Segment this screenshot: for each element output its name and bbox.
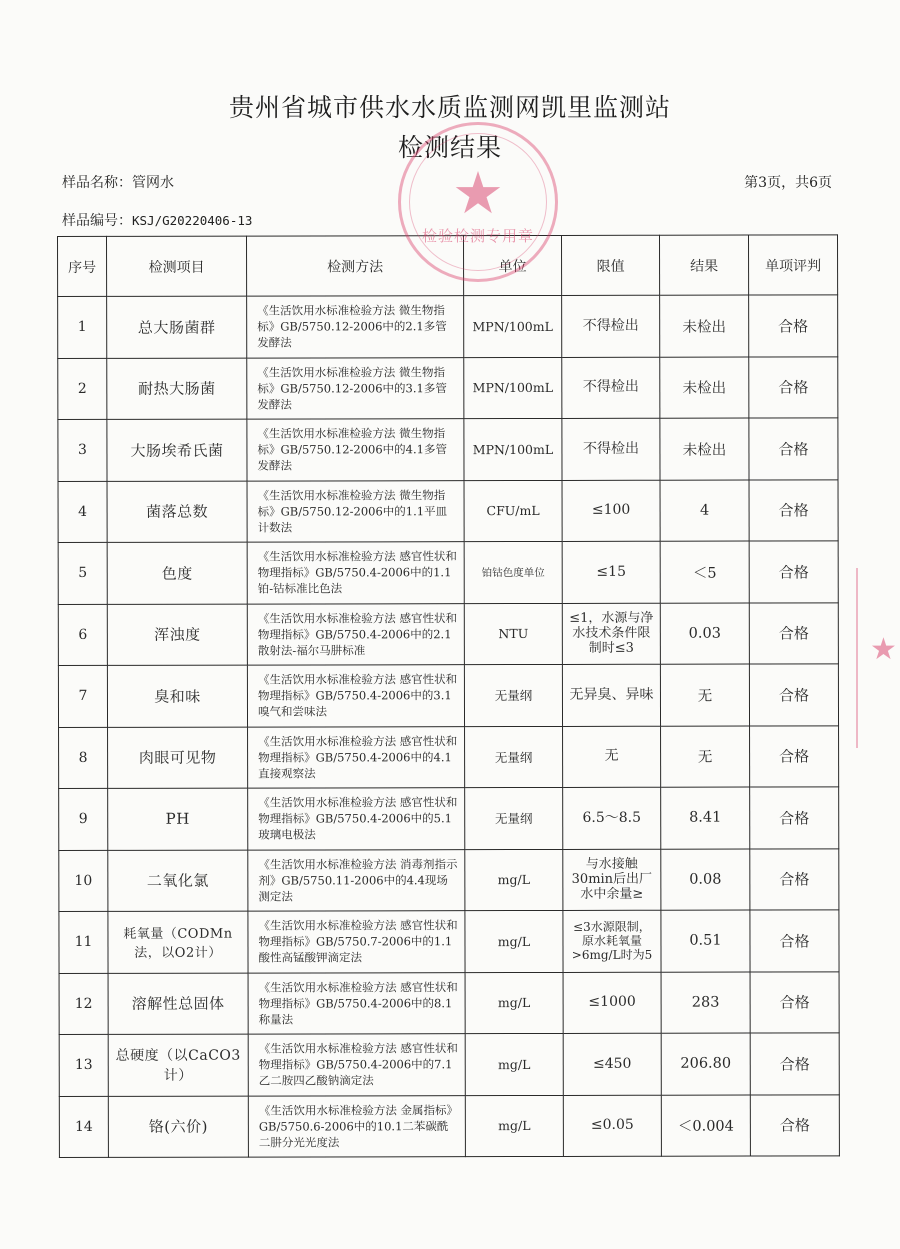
row-unit: MPN/100mL bbox=[464, 295, 562, 357]
row-result: 未检出 bbox=[660, 418, 749, 480]
row-unit: mg/L bbox=[465, 1095, 563, 1157]
table-row bbox=[58, 541, 838, 604]
col-header-no: 序号 bbox=[58, 236, 107, 296]
row-unit: mg/L bbox=[465, 910, 563, 972]
results-table bbox=[57, 234, 840, 1158]
row-result: 8.41 bbox=[661, 787, 750, 849]
row-method: 《生活饮用水标准检验方法 感官性状和物理指标》GB/5750.4-2006中的1.1铂-钴标准比色法 bbox=[247, 542, 464, 604]
row-eval: 合格 bbox=[749, 602, 838, 664]
row-limit: ≤1，水源与净水技术条件限制时≤3 bbox=[562, 603, 660, 665]
row-result: ＜0.004 bbox=[661, 1095, 750, 1157]
row-eval: 合格 bbox=[750, 910, 839, 972]
row-eval: 合格 bbox=[750, 1033, 839, 1095]
row-item: 菌落总数 bbox=[107, 481, 247, 543]
table-row bbox=[59, 848, 839, 911]
row-result: 0.03 bbox=[660, 603, 749, 665]
row-eval: 合格 bbox=[749, 664, 838, 726]
row-limit: ≤450 bbox=[563, 1033, 661, 1095]
row-method: 《生活饮用水标准检验方法 感官性状和物理指标》GB/5750.7-2006中的1.1酸性高锰酸钾滴定法 bbox=[248, 911, 465, 973]
page-info: 第3页，共6页 bbox=[744, 175, 832, 191]
row-eval: 合格 bbox=[750, 971, 839, 1033]
sample-number bbox=[62, 210, 252, 230]
row-method: 《生活饮用水标准检验方法 微生物指标》GB/5750.12-2006中的4.1多管发酵法 bbox=[247, 419, 464, 481]
row-eval: 合格 bbox=[750, 1094, 839, 1156]
report-title: 贵州省城市供水水质监测网凯里监测站 bbox=[228, 93, 671, 122]
row-unit: 无量纲 bbox=[465, 787, 563, 849]
row-method: 《生活饮用水标准检验方法 感官性状和物理指标》GB/5750.4-2006中的7.1乙二胺四乙酸钠滴定法 bbox=[248, 1034, 465, 1096]
row-eval: 合格 bbox=[749, 479, 838, 541]
row-item: 铬(六价) bbox=[108, 1096, 248, 1158]
table-row bbox=[58, 418, 838, 481]
row-eval: 合格 bbox=[750, 848, 839, 910]
row-item: 浑浊度 bbox=[107, 604, 247, 666]
col-header-unit: 单位 bbox=[464, 235, 562, 295]
row-method: 《生活饮用水标准检验方法 消毒剂指示剂》GB/5750.11-2006中的4.4现场测定法 bbox=[248, 849, 465, 911]
row-result: 0.08 bbox=[661, 849, 750, 911]
row-eval: 合格 bbox=[750, 725, 839, 787]
row-method: 《生活饮用水标准检验方法 感官性状和物理指标》GB/5750.4-2006中的4.1直接观察法 bbox=[248, 726, 465, 788]
row-result: 无 bbox=[660, 664, 749, 726]
table-row bbox=[59, 787, 839, 850]
row-limit: ≤15 bbox=[562, 541, 660, 603]
row-method: 《生活饮用水标准检验方法 感官性状和物理指标》GB/5750.4-2006中的5.1玻璃电极法 bbox=[248, 788, 465, 850]
row-no: 2 bbox=[58, 358, 107, 420]
row-method: 《生活饮用水标准检验方法 微生物指标》GB/5750.12-2006中的2.1多管发酵法 bbox=[247, 296, 464, 358]
sample-number-label: 样品编号： bbox=[62, 213, 132, 229]
table-header-row bbox=[58, 235, 838, 297]
table-row bbox=[58, 602, 838, 665]
row-eval: 合格 bbox=[749, 418, 838, 480]
row-item: 二氧化氯 bbox=[108, 850, 248, 912]
row-limit: ≤1000 bbox=[563, 972, 661, 1034]
table-row bbox=[59, 910, 839, 973]
row-no: 7 bbox=[58, 665, 107, 727]
row-unit: MPN/100mL bbox=[464, 357, 562, 419]
row-no: 5 bbox=[58, 542, 107, 604]
row-no: 4 bbox=[58, 481, 107, 543]
row-item: 耐热大肠菌 bbox=[107, 358, 247, 420]
side-seal-fragment bbox=[856, 568, 900, 748]
row-no: 9 bbox=[59, 788, 108, 850]
row-item: 溶解性总固体 bbox=[108, 973, 248, 1035]
row-no: 12 bbox=[59, 973, 108, 1035]
row-result: 无 bbox=[661, 726, 750, 788]
table-row bbox=[59, 1094, 839, 1157]
row-no: 1 bbox=[58, 296, 107, 358]
row-result: ＜5 bbox=[660, 541, 749, 603]
row-unit: mg/L bbox=[465, 1033, 563, 1095]
col-header-item: 检测项目 bbox=[107, 236, 247, 296]
row-result: 未检出 bbox=[660, 295, 749, 357]
col-header-result: 结果 bbox=[659, 235, 748, 295]
row-unit: mg/L bbox=[465, 972, 563, 1034]
row-eval: 合格 bbox=[749, 356, 838, 418]
col-header-limit: 限值 bbox=[561, 235, 659, 295]
row-unit: NTU bbox=[464, 603, 562, 665]
row-no: 14 bbox=[59, 1096, 108, 1158]
table-row bbox=[59, 725, 839, 788]
row-no: 6 bbox=[58, 604, 107, 666]
col-header-method: 检测方法 bbox=[247, 236, 464, 296]
row-limit: ≤0.05 bbox=[563, 1095, 661, 1157]
row-no: 11 bbox=[59, 911, 108, 973]
row-method: 《生活饮用水标准检验方法 感官性状和物理指标》GB/5750.4-2006中的8.1称量法 bbox=[248, 972, 465, 1034]
sample-number-value: KSJ/G20220406-13 bbox=[132, 213, 253, 228]
table-row bbox=[58, 664, 838, 727]
row-result: 0.51 bbox=[661, 910, 750, 972]
row-limit: 不得检出 bbox=[562, 357, 660, 419]
col-header-eval: 单项评判 bbox=[748, 235, 837, 295]
row-eval: 合格 bbox=[749, 541, 838, 603]
row-result: 283 bbox=[661, 972, 750, 1034]
row-item: 色度 bbox=[107, 542, 247, 604]
seal-text: 检验检测专用章 bbox=[421, 227, 534, 245]
row-unit: 无量纲 bbox=[465, 726, 563, 788]
row-unit: 铂钴色度单位 bbox=[464, 541, 562, 603]
row-limit: 不得检出 bbox=[562, 295, 660, 357]
report-subtitle: 检测结果 bbox=[397, 133, 502, 162]
row-item: 耗氧量（CODMn法，以O2计） bbox=[108, 911, 248, 973]
row-item: 总硬度（以CaCO3计） bbox=[108, 1034, 248, 1096]
row-limit: ≤3水源限制，原水耗氧量>6mg/L时为5 bbox=[563, 910, 661, 972]
row-method: 《生活饮用水标准检验方法 金属指标》GB/5750.6-2006中的10.1二苯碳酰二肼分光光度法 bbox=[248, 1095, 465, 1157]
row-limit: 与水接触30min后出厂水中余量≥ bbox=[563, 849, 661, 911]
row-limit: 不得检出 bbox=[562, 418, 660, 480]
row-eval: 合格 bbox=[750, 787, 839, 849]
row-unit: CFU/mL bbox=[464, 480, 562, 542]
row-result: 4 bbox=[660, 480, 749, 542]
row-no: 3 bbox=[58, 419, 107, 481]
row-unit: mg/L bbox=[465, 849, 563, 911]
row-no: 13 bbox=[59, 1034, 108, 1096]
row-item: 肉眼可见物 bbox=[108, 727, 248, 789]
row-unit: MPN/100mL bbox=[464, 418, 562, 480]
row-item: 大肠埃希氏菌 bbox=[107, 419, 247, 481]
row-item: PH bbox=[108, 788, 248, 850]
row-method: 《生活饮用水标准检验方法 感官性状和物理指标》GB/5750.4-2006中的3.1嗅气和尝味法 bbox=[247, 665, 464, 727]
row-limit: 6.5～8.5 bbox=[563, 787, 661, 849]
table-row bbox=[58, 295, 838, 358]
star-icon: ★ bbox=[452, 159, 504, 227]
table-row bbox=[58, 356, 838, 419]
table-row bbox=[59, 1033, 839, 1096]
sample-name: 样品名称：管网水 bbox=[62, 175, 174, 191]
table-row bbox=[59, 971, 839, 1034]
row-no: 8 bbox=[59, 727, 108, 789]
row-item: 总大肠菌群 bbox=[107, 296, 247, 358]
star-icon: ★ bbox=[870, 632, 897, 667]
row-method: 《生活饮用水标准检验方法 微生物指标》GB/5750.12-2006中的1.1平皿计数法 bbox=[247, 480, 464, 542]
row-method: 《生活饮用水标准检验方法 感官性状和物理指标》GB/5750.4-2006中的2.1散射法-福尔马肼标准 bbox=[247, 603, 464, 665]
table-row bbox=[58, 479, 838, 542]
row-method: 《生活饮用水标准检验方法 微生物指标》GB/5750.12-2006中的3.1多管发酵法 bbox=[247, 357, 464, 419]
row-unit: 无量纲 bbox=[464, 664, 562, 726]
row-result: 206.80 bbox=[661, 1033, 750, 1095]
row-limit: 无异臭、异味 bbox=[562, 664, 660, 726]
row-result: 未检出 bbox=[660, 357, 749, 419]
row-limit: ≤100 bbox=[562, 480, 660, 542]
row-eval: 合格 bbox=[749, 295, 838, 357]
row-item: 臭和味 bbox=[107, 665, 247, 727]
row-no: 10 bbox=[59, 850, 108, 912]
row-limit: 无 bbox=[563, 726, 661, 788]
